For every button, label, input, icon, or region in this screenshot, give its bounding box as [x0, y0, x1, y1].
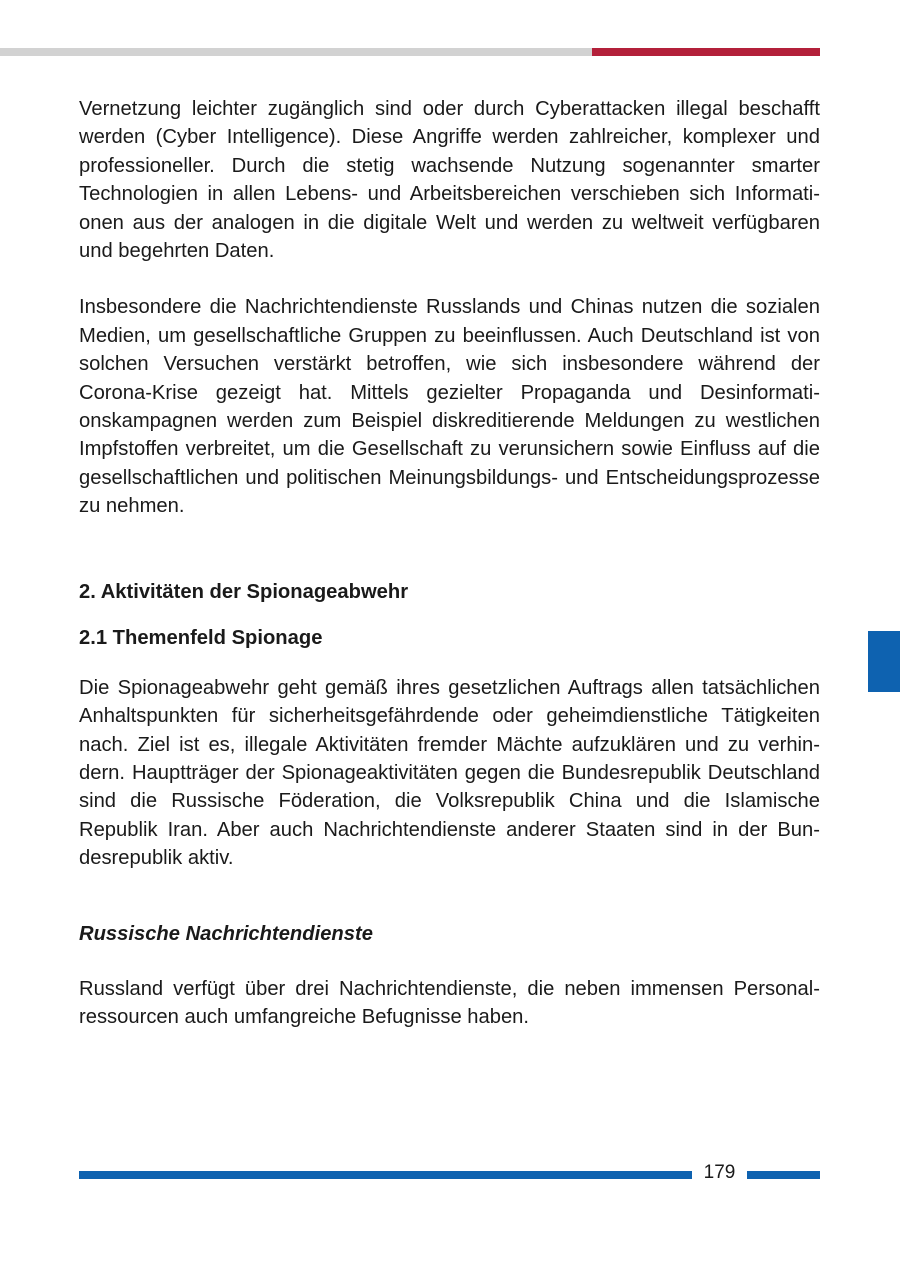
paragraph-social-media-influence: Insbesondere die Nachrichtendienste Russlands und Chinas nutzen die sozialen Medien, um gesellschaftliche Gruppen zu beeinflussen. Auch Deutschland ist von solchen Versuchen verstärkt betroffen, wie sich insbesondere während der Corona-Krise gezeigt hat. Mittels gezielter Propaganda und Desinformationskampagnen werden zum Beispiel diskreditierende Meldungen zu westlichen Impfstoffen verbreitet, um die Gesellschaft zu verunsichern sowie Einfluss auf die gesellschaftlichen und politischen Meinungsbildungs- und Entscheidungsprozesse zu nehmen.: [79, 296, 820, 518]
page-content: [79, 95, 820, 1031]
page-number: 179: [703, 1162, 736, 1183]
chapter-side-tab: [868, 631, 900, 692]
paragraph-counterintelligence: Die Spionageabwehr geht gemäß ihres gesetzlichen Auftrags allen tatsächlichen Anhaltspunkten für sicherheitsgefährdende oder geheimdienstliche Tätigkeiten nach. Ziel ist es, illegale Aktivitäten fremder Mächte aufzuklären und zu verhindern. Hauptträger der Spionageaktivitäten gegen die Bundesrepublik Deutschland sind die Russische Föderation, die Volksrepublik China und die Islamische Republik Iran. Aber auch Nachrichtendienste anderer Staaten sind in der Bundesrepublik aktiv.: [79, 676, 820, 870]
paragraph-russian-services: Russland verfügt über drei Nachrichtendienste, die neben immensen Personalressourcen auch umfangreiche Befugnisse haben.: [79, 977, 820, 1028]
paragraph-cyber-intelligence: Vernetzung leichter zugänglich sind oder durch Cyberattacken illegal beschafft werden (Cyber Intelligence). Diese Angriffe werden zahlreicher, komplexer und professioneller. Durch die stetig wachsende Nutzung sogenannter smarter Technologien in allen Lebens- und Arbeitsbereichen verschieben sich Informationen aus der analogen in die digitale Welt und werden zu weltweit verfügbaren und begehrten Daten.: [79, 98, 820, 263]
footer-rule-right: [747, 1171, 820, 1179]
section-heading: 2. Aktivitäten der Spionageabwehr: [79, 580, 409, 603]
top-rule-gray: [0, 48, 592, 56]
top-rule-red: [592, 48, 820, 56]
subsection-heading: 2.1 Themenfeld Spionage: [79, 626, 323, 649]
footer-rule-left: [79, 1171, 692, 1179]
russian-services-heading: Russische Nachrichtendienste: [79, 922, 373, 945]
